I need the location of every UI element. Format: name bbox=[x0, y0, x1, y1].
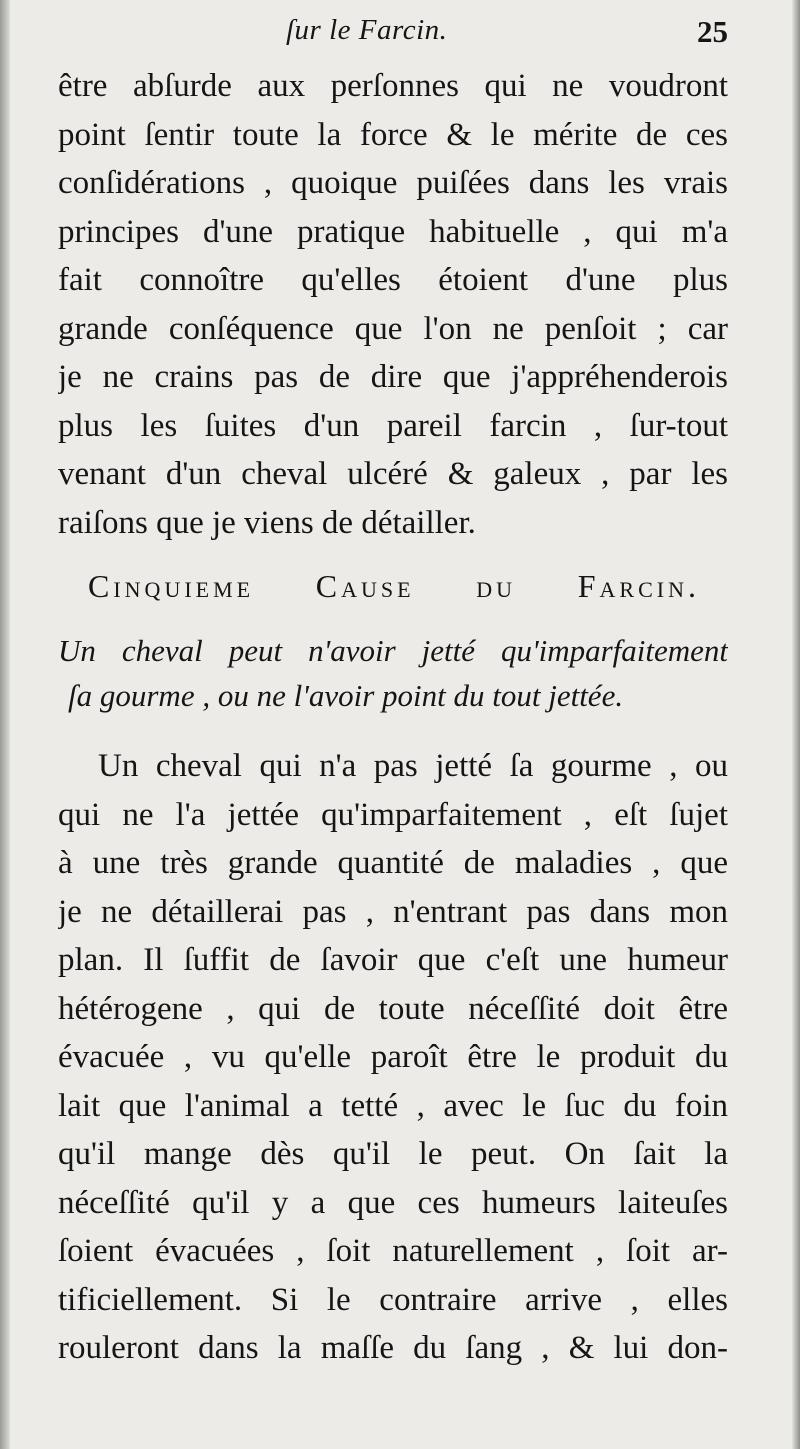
paragraph-main bbox=[58, 742, 728, 1373]
running-title: ſur le Farcin. bbox=[286, 14, 448, 46]
section-heading: Cinquieme Cause du Farcin. bbox=[88, 568, 700, 604]
text-line: plan. Il ſuffit de ſavoir que c'eſt une humeur bbox=[58, 942, 728, 978]
text-line: néceſſité qu'il y a que ces humeurs laiteuſes bbox=[58, 1184, 728, 1221]
text-line: principes d'une pratique habituelle , qui m'a bbox=[58, 213, 728, 250]
running-head bbox=[58, 10, 728, 54]
text-line: lait que l'animal a tetté , avec le ſuc du foin bbox=[58, 1087, 728, 1124]
text-line: conſidérations , quoique puiſées dans les vrais bbox=[58, 165, 728, 201]
section-subtitle bbox=[58, 628, 728, 718]
page-number: 25 bbox=[697, 14, 728, 49]
text-line: venant d'un cheval ulcéré & galeux , par les bbox=[58, 456, 728, 492]
text-line: être abſurde aux perſonnes qui ne voudront bbox=[58, 68, 728, 104]
text-line: qu'il mange dès qu'il le peut. On ſait la bbox=[58, 1136, 728, 1172]
paragraph-continued bbox=[58, 62, 728, 547]
text-line: tificiellement. Si le contraire arrive , elles bbox=[58, 1281, 728, 1318]
text-line: à une très grande quantité de maladies , que bbox=[58, 845, 728, 881]
subtitle-line: Un cheval peut n'avoir jetté qu'imparfaitement bbox=[58, 633, 728, 668]
page-left-edge bbox=[0, 0, 10, 1449]
text-line: raiſons que je viens de détailler. bbox=[58, 504, 476, 541]
text-line: évacuée , vu qu'elle paroît être le produit du bbox=[58, 1039, 728, 1075]
text-line: ſoient évacuées , ſoit naturellement , ſoit ar- bbox=[58, 1233, 728, 1269]
text-line: Un cheval qui n'a pas jetté ſa gourme , ou bbox=[98, 748, 728, 784]
text-line: fait connoître qu'elles étoient d'une plus bbox=[58, 262, 728, 298]
text-line: plus les ſuites d'un pareil farcin , ſur-tout bbox=[58, 407, 728, 444]
text-line: point ſentir toute la force & le mérite de ces bbox=[58, 116, 728, 153]
text-line: hétérogene , qui de toute néceſſité doit être bbox=[58, 990, 728, 1027]
text-line: je ne détaillerai pas , n'entrant pas dans mon bbox=[58, 893, 728, 930]
text-line: qui ne l'a jettée qu'imparfaitement , eſt ſujet bbox=[58, 796, 728, 833]
subtitle-line: ſa gourme , ou ne l'avoir point du tout jettée. bbox=[68, 678, 624, 713]
text-line: rouleront dans la maſſe du ſang , & lui don- bbox=[58, 1330, 728, 1366]
page-right-edge bbox=[792, 0, 800, 1449]
text-line: grande conſéquence que l'on ne penſoit ; car bbox=[58, 310, 728, 347]
text-line: je ne crains pas de dire que j'appréhenderois bbox=[58, 359, 728, 395]
